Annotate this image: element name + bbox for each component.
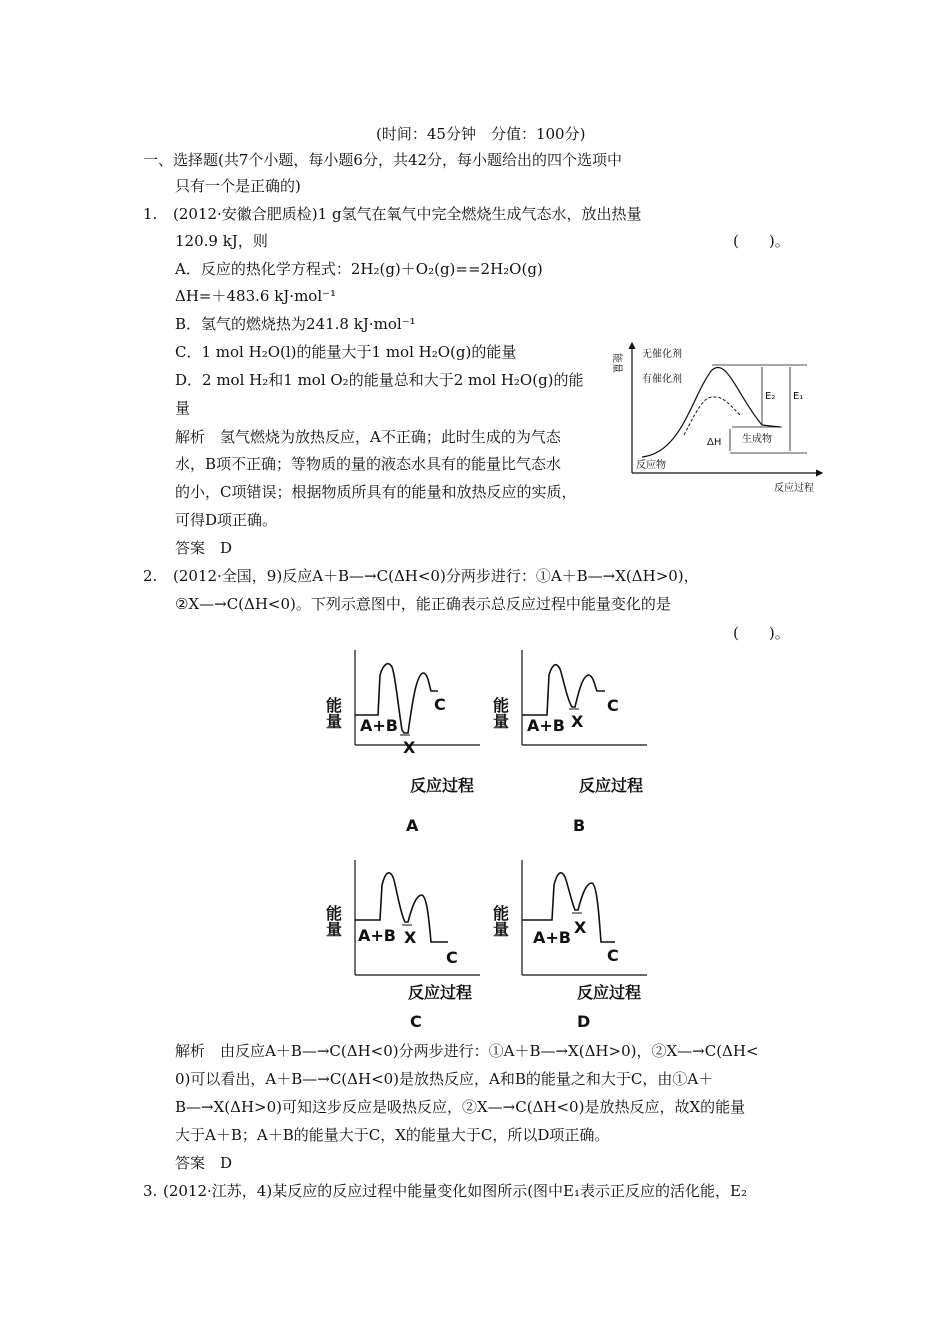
q2-analysis-3: B—→X(ΔH>0)可知这步反应是吸热反应，②X—→C(ΔH<0)是放热反应，故X的能量 <box>175 1098 746 1116</box>
e1-label: E₁ <box>793 391 804 402</box>
chart-a-caption: A <box>406 816 419 835</box>
chart-b-c: C <box>607 696 619 715</box>
e2-label: E₂ <box>765 391 776 402</box>
q1-option-c: C．1 mol H₂O(l)的能量大于1 mol H₂O(g)的能量 <box>175 343 517 361</box>
chart-d-y-label: 能量 <box>490 905 510 937</box>
chart-d-caption: D <box>577 1012 591 1031</box>
q1-option-a: A．反应的热化学方程式：2H₂(g)＋O₂(g)==2H₂O(g) <box>175 260 543 278</box>
q1-analysis-4: 可得D项正确。 <box>175 511 278 529</box>
q1-number: 1. <box>143 205 158 223</box>
chart-b-caption: B <box>573 816 586 835</box>
q1-answer-paren: ( )。 <box>733 232 790 250</box>
catalyzed-curve <box>684 397 740 435</box>
chart-a-x-label: 反应过程 <box>410 776 475 795</box>
chart-d-c: C <box>607 946 619 965</box>
chart-c-ab: A+B <box>358 926 396 945</box>
chart-c-x-label: 反应过程 <box>408 983 473 1002</box>
q1-option-b: B．氢气的燃烧热为241.8 kJ·mol⁻¹ <box>175 315 416 333</box>
q2-analysis-4: 大于A＋B；A＋B的能量大于C，X的能量大于C，所以D项正确。 <box>175 1126 610 1144</box>
chart-d-x-label: 反应过程 <box>577 983 642 1002</box>
q1-analysis-3: 的小，C项错误；根据物质所具有的能量和放热反应的实质， <box>175 483 577 501</box>
q3-number: 3. <box>143 1182 158 1200</box>
q2-stem-cont: ②X—→C(ΔH<0)。下列示意图中，能正确表示总反应过程中能量变化的是 <box>175 595 671 613</box>
q1-stem-cont: 120.9 kJ，则 <box>175 232 268 250</box>
chart-d-x: X <box>574 918 587 937</box>
chart-c-y-label: 能量 <box>323 905 343 937</box>
chart-a-y-label: 能量 <box>323 697 343 729</box>
section-title-cont: 只有一个是正确的) <box>175 177 301 195</box>
section-title: 一、选择题(共7个小题，每小题6分，共42分，每小题给出的四个选项中 <box>143 151 623 169</box>
q1-analysis-2: 水，B项不正确；等物质的量的液态水具有的能量比气态水 <box>175 455 562 473</box>
chart-c-caption: C <box>410 1012 422 1031</box>
q2-chart-a <box>323 645 480 845</box>
no-catalyst-label: 无催化剂 <box>642 349 682 360</box>
chart-a-x: X <box>403 738 416 757</box>
q1-y-label: 能量 <box>611 353 622 373</box>
q2-answer-paren: ( )。 <box>733 624 790 642</box>
q1-x-label: 反应过程 <box>774 483 814 494</box>
chart-b-x-label: 反应过程 <box>579 776 644 795</box>
chart-d-ab: A+B <box>533 928 571 947</box>
q2-analysis-2: 0)可以看出，A＋B—→C(ΔH<0)是放热反应，A和B的能量之和大于C，由①A＋ <box>175 1070 714 1088</box>
chart-b-x: X <box>571 712 584 731</box>
q1-energy-diagram <box>612 335 827 500</box>
q1-option-d-cont: 量 <box>175 399 191 417</box>
q1-stem: (2012·安徽合肥质检)1 g氢气在氧气中完全燃烧生成气态水，放出热量 <box>173 205 642 223</box>
time-score-header: (时间：45分钟 分值：100分) <box>376 125 586 143</box>
q2-stem: (2012·全国，9)反应A＋B—→C(ΔH<0)分两步进行：①A＋B—→X(ΔH>0)， <box>173 567 699 585</box>
catalyst-label: 有催化剂 <box>642 374 682 385</box>
q2-chart-c <box>323 855 480 1035</box>
q2-analysis-1: 解析 由反应A＋B—→C(ΔH<0)分两步进行：①A＋B—→X(ΔH>0)，②X—→C(ΔH< <box>175 1042 759 1060</box>
reactant-label: 反应物 <box>636 460 666 471</box>
q1-option-a-dh: ΔH=＋483.6 kJ·mol⁻¹ <box>175 287 337 305</box>
q2-chart-d <box>490 855 652 1035</box>
q3-stem: (2012·江苏，4)某反应的反应过程中能量变化如图所示(图中E₁表示正反应的活化能，E₂ <box>163 1182 747 1200</box>
q1-answer: 答案 D <box>175 539 233 557</box>
q2-answer: 答案 D <box>175 1154 233 1172</box>
chart-b-ab: A+B <box>527 716 565 735</box>
chart-b-y-label: 能量 <box>490 697 510 729</box>
chart-a-c: C <box>434 695 446 714</box>
delta-h-label: ΔH <box>707 437 722 448</box>
q1-option-d: D．2 mol H₂和1 mol O₂的能量总和大于2 mol H₂O(g)的能 <box>175 371 584 389</box>
q2-number: 2. <box>143 567 158 585</box>
q1-analysis-1: 解析 氢气燃烧为放热反应，A不正确；此时生成的为气态 <box>175 428 561 446</box>
product-label: 生成物 <box>742 434 772 445</box>
chart-c-c: C <box>446 948 458 967</box>
chart-a-ab: A+B <box>360 716 398 735</box>
q2-chart-b <box>490 645 652 845</box>
chart-c-x: X <box>404 928 417 947</box>
